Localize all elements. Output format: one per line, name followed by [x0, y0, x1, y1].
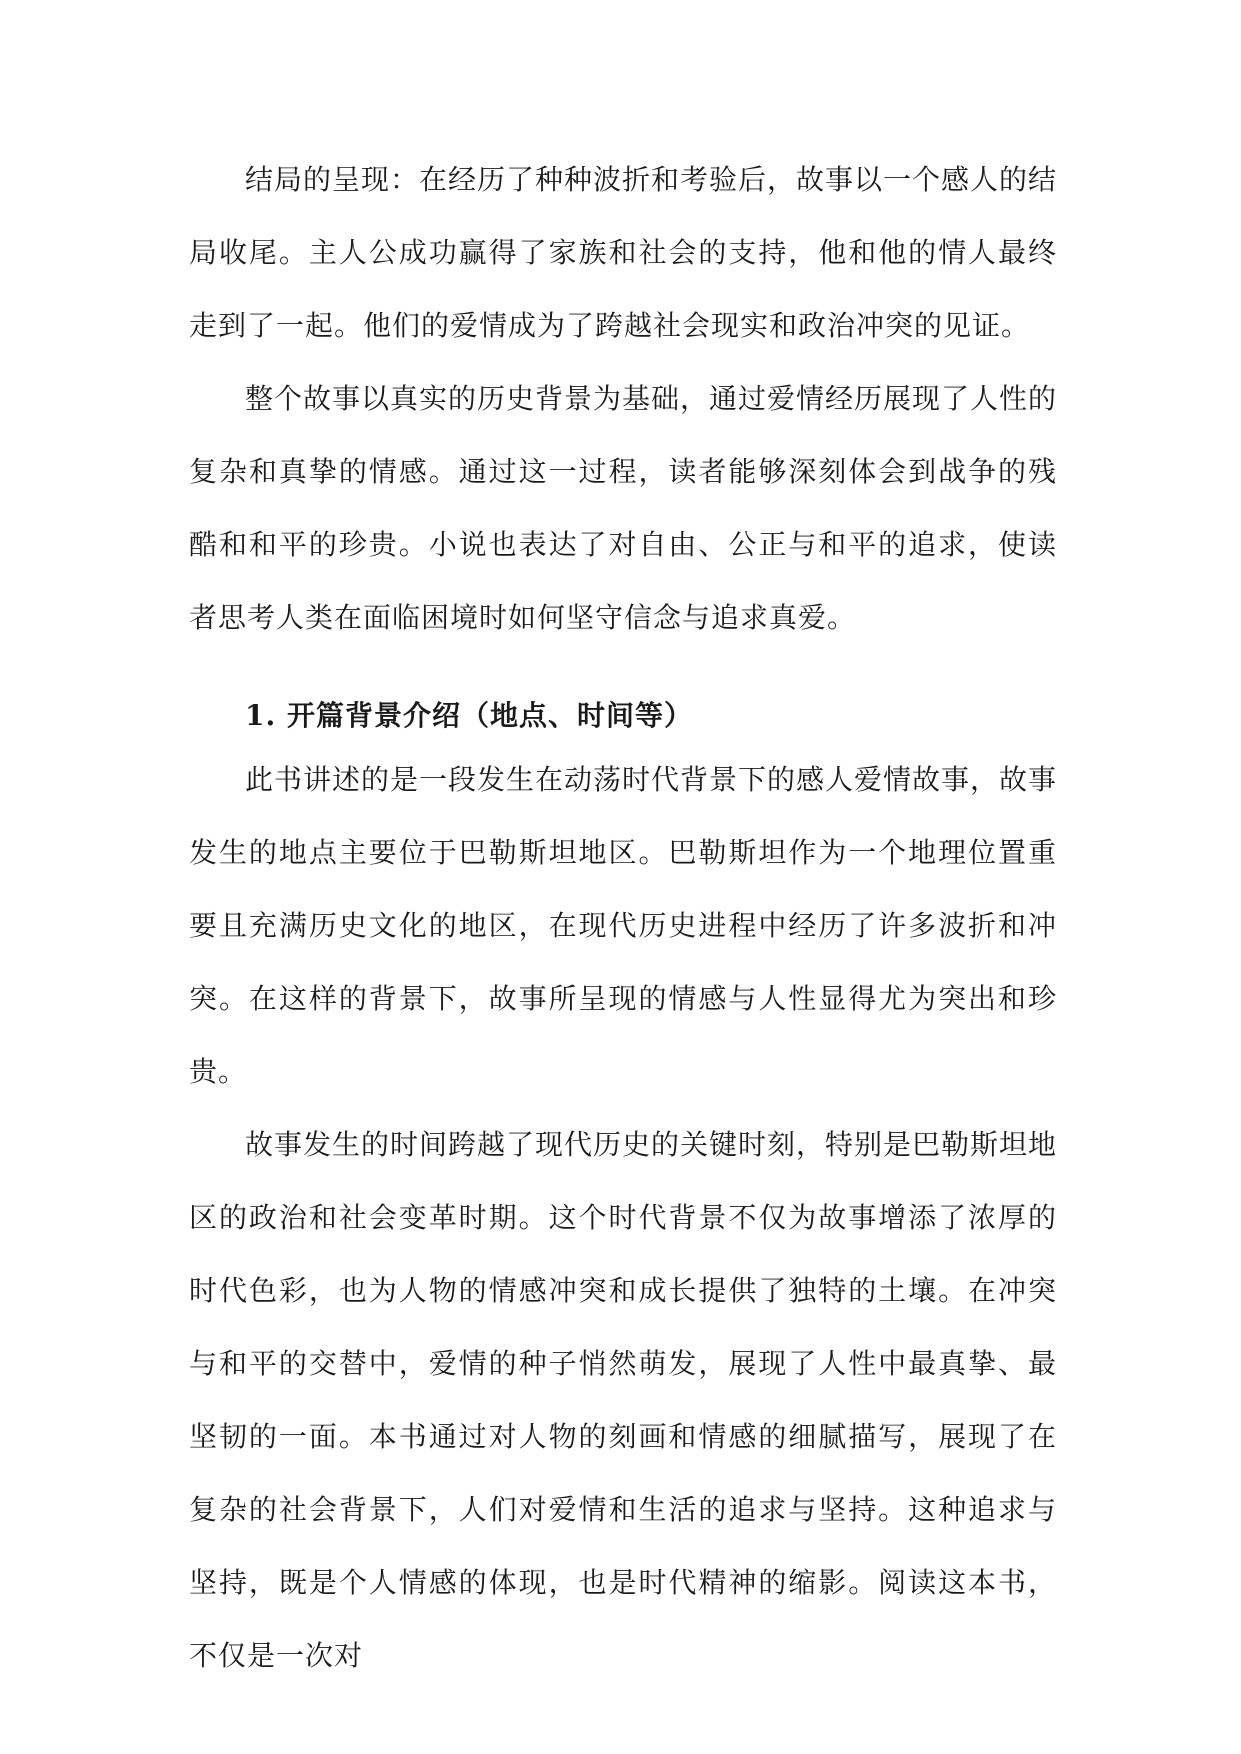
paragraph-setting-place: 此书讲述的是一段发生在动荡时代背景下的感人爱情故事，故事发生的地点主要位于巴勒斯坦地区。巴勒斯坦作为一个地理位置重要且充满历史文化的地区，在现代历史进程中经历了许多波折和冲突。在这样的背景下，故事所呈现的情感与人性显得尤为突出和珍贵。 — [189, 763, 1058, 1088]
paragraph-summary: 整个故事以真实的历史背景为基础，通过爱情经历展现了人性的复杂和真挚的情感。通过这一过程，读者能够深刻体会到战争的残酷和和平的珍贵。小说也表达了对自由、公正与和平的追求，使读者思考人类在面临困境时如何坚守信念与追求真爱。 — [189, 382, 1058, 634]
paragraph-setting-time: 故事发生的时间跨越了现代历史的关键时刻，特别是巴勒斯坦地区的政治和社会变革时期。这个时代背景不仅为故事增添了浓厚的时代色彩，也为人物的情感冲突和成长提供了独特的土壤。在冲突与和平的交替中，爱情的种子悄然萌发，展现了人性中最真挚、最坚韧的一面。本书通过对人物的刻画和情感的细腻描写，展现了在复杂的社会背景下，人们对爱情和生活的追求与坚持。这种追求与坚持，既是个人情感的体现，也是时代精神的缩影。阅读这本书，不仅是一次对 — [189, 1128, 1058, 1672]
section-heading: 1. 开篇背景介绍（地点、时间等） — [245, 699, 693, 732]
document-body — [189, 143, 1057, 1692]
paragraph-ending: 结局的呈现：在经历了种种波折和考验后，故事以一个感人的结局收尾。主人公成功赢得了家族和社会的支持，他和他的情人最终走到了一起。他们的爱情成为了跨越社会现实和政治冲突的见证。 — [189, 163, 1058, 342]
